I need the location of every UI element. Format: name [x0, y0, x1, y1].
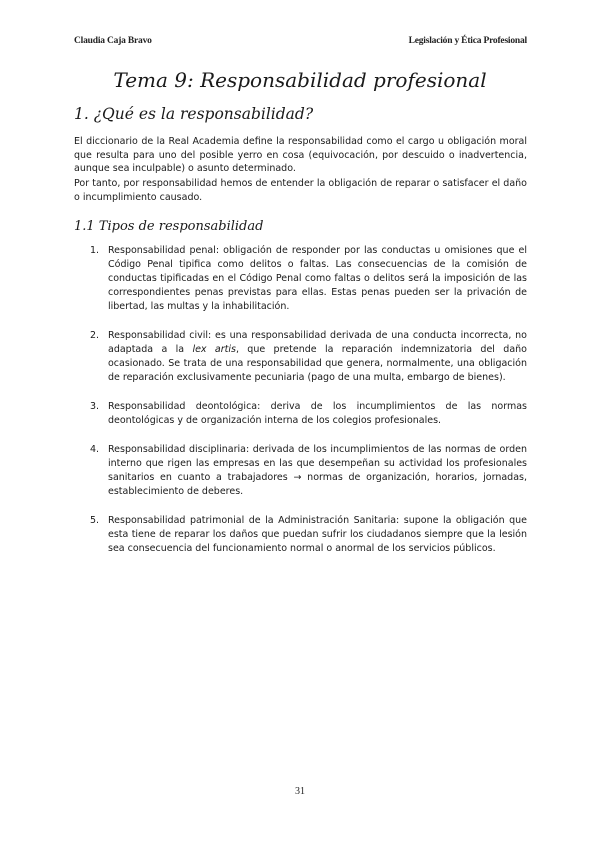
- list-item-text: [108, 330, 527, 383]
- list-item-text: Responsabilidad deontológica: deriva de los incumplimientos de las normas deontológicas y de organización interna de los colegios profesionales.: [108, 401, 527, 426]
- list-item-text-before: Responsabilidad civil: es una responsabilidad derivada de una conducta incorrecta, no adaptada a la: [108, 330, 527, 355]
- page-number: 31: [295, 786, 305, 797]
- list-item-number: 4.: [90, 444, 100, 455]
- list-item-text: Responsabilidad penal: obligación de responder por las conductas u omisiones que el Código Penal tipifica como delitos o faltas. Las consecuencias de la comisión de conductas tipificadas en el Código Penal como faltas o delitos será la imposición de las correspondientes penas previstas para ellas. Estas penas pueden ser la privación de libertad, las multas y la inhabilitación.: [108, 245, 527, 312]
- list-item: [74, 443, 527, 499]
- list-item-text: Responsabilidad disciplinaria: derivada de los incumplimientos de las normas de orden interno que rigen las empresas en las que desempeñan su actividad los profesionales sanitarios en cuanto a trabajadores → normas de organización, horarios, jornadas, establecimiento de deberes.: [108, 444, 527, 497]
- conclusion-paragraph: Por tanto, por responsabilidad hemos de entender la obligación de reparar o satisfacer el daño o incumplimiento causado.: [74, 178, 527, 203]
- page-title: Tema 9: Responsabilidad profesional: [113, 68, 487, 92]
- list-item-number: 2.: [90, 330, 100, 341]
- definition-paragraph: El diccionario de la Real Academia define la responsabilidad como el cargo u obligación moral que resulta para uno del posible yerro en cosa (equivocación, por descuido o inadvertencia, aunque sea inculpable) o asunto determinado.: [74, 136, 527, 175]
- list-item: [74, 514, 527, 556]
- header-author: Claudia Caja Bravo: [74, 36, 152, 46]
- list-item: [74, 400, 527, 428]
- header-course: Legislación y Ética Profesional: [408, 36, 527, 46]
- list-item-number: 1.: [90, 245, 100, 256]
- list-item: [74, 244, 527, 314]
- section-heading: 1. ¿Qué es la responsabilidad?: [74, 105, 314, 123]
- list-item-number: 5.: [90, 515, 100, 526]
- list-item-number: 3.: [90, 401, 100, 412]
- list-item-text-after: , que pretende la reparación indemnizatoria del daño ocasionado. Se trata de una responsabilidad que genera, normalmente, una obligación de reparación exclusivamente pecuniaria (pago de una multa, embargo de bienes).: [108, 344, 527, 383]
- list-item: [74, 329, 527, 385]
- responsibility-types-list: [74, 244, 527, 571]
- lex-artis-term: lex artis: [192, 344, 236, 355]
- subsection-heading: 1.1 Tipos de responsabilidad: [74, 219, 264, 234]
- list-item-text: Responsabilidad patrimonial de la Administración Sanitaria: supone la obligación que esta tiene de reparar los daños que puedan sufrir los ciudadanos siempre que la lesión sea consecuencia del funcionamiento normal o anormal de los servicios públicos.: [108, 515, 527, 554]
